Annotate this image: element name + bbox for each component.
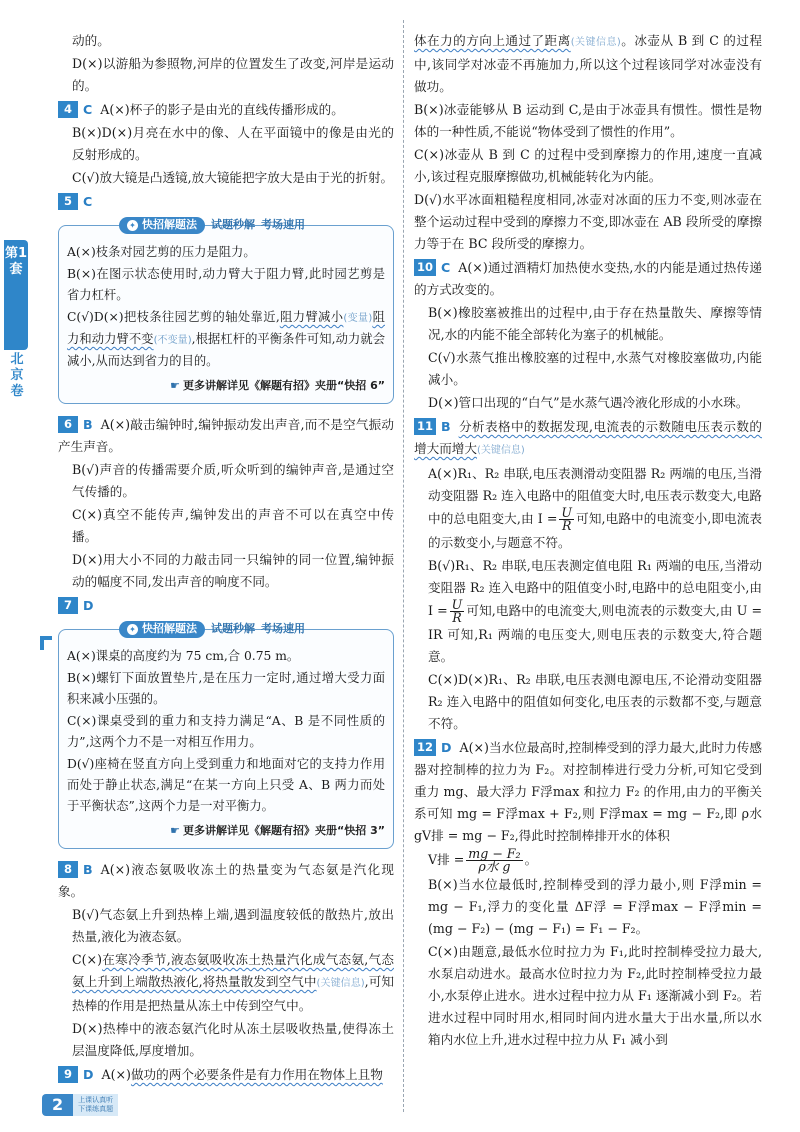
question-11 bbox=[414, 416, 762, 735]
text-line: B(×)当水位最低时,控制棒受到的浮力最小,则 F浮min = mg − F₁,浮力的变化量 ΔF浮 = F浮max − F浮min = (mg − F₂) − (mg − F₁) = F₁ − F₂。 bbox=[428, 877, 762, 936]
key-phrase: 做功的两个必要条件是有力作用在物体上且物 bbox=[130, 1067, 383, 1082]
text-line: C(×)由题意,最低水位时拉力为 F₁,此时控制棒受拉力最大,水泵启动进水。最高水位时拉力为 F₂,此时控制棒受拉力最小,水泵停止进水。进水过程中拉力从 F₁ 逐渐减小到 F₂。若进水过程中同时用水,相同时间内进水量大于出水量,所以水箱内水位上升,进水过程中拉力从 F₁ 减小到 bbox=[428, 944, 762, 1047]
answer-letter: B bbox=[83, 417, 93, 432]
text-line: A(×)枝条对园艺剪的压力是阻力。 bbox=[67, 245, 256, 259]
key-phrase: 体在力的方向上通过了距离 bbox=[414, 33, 571, 48]
text-line: D(×)热棒中的液态氨汽化时从冻土层吸收热量,使得冻土层温度降低,厚度增加。 bbox=[72, 1021, 394, 1058]
text-span: A(×) bbox=[101, 1067, 131, 1082]
answer-letter: B bbox=[83, 862, 93, 877]
fraction-numerator: U bbox=[451, 597, 463, 612]
question-number: 7 bbox=[58, 597, 78, 614]
text-span: A(×)R₁、R₂ 串联,电压表测滑动变阻器 R₂ 两端的电压,当滑动变阻器 R₂ 连入电路中的阻值变大时,电压表示数变大,电路中的总电阻变大,由 I = bbox=[428, 466, 762, 526]
bulb-icon: ✦ bbox=[127, 220, 138, 231]
slogan-line: 上课认真听 bbox=[78, 1096, 114, 1104]
question-6 bbox=[58, 414, 394, 593]
text-line: D(√)座椅在竖直方向上受到重力和地面对它的支持力作用而处于静止状态,满足“在某一方向上只受 A、B 两力而处于平衡状态”,这两个力是一对平衡力。 bbox=[67, 757, 385, 813]
tip-tag: 试题秒解 bbox=[211, 622, 255, 635]
page-number: 2 bbox=[42, 1094, 73, 1116]
answer-letter: D bbox=[441, 740, 452, 755]
fraction-denominator: R bbox=[452, 610, 462, 625]
answer-letter: C bbox=[83, 102, 93, 117]
bulb-icon: ✦ bbox=[127, 624, 138, 635]
right-column bbox=[414, 30, 762, 1052]
text-line: D(×)用大小不同的力敲击同一只编钟的同一位置,编钟振动的幅度不同,发出声音的响度不同。 bbox=[72, 552, 394, 589]
text-line: C(√)放大镜是凸透镜,放大镜能把字放大是由于光的折射。 bbox=[72, 170, 394, 185]
tip-footer bbox=[67, 820, 385, 842]
pointing-hand-icon: ☛ bbox=[170, 379, 181, 392]
question-7 bbox=[58, 595, 394, 849]
tip-tag: 考场速用 bbox=[261, 218, 305, 231]
text-line: C(×)冰壶从 B 到 C 的过程中受到摩擦力的作用,速度一直减小,该过程克服摩擦做功,机械能转化为内能。 bbox=[414, 147, 762, 184]
text-span: A(×)当水位最高时,控制棒受到的浮力最大,此时力传感器对控制棒的拉力为 F₂。对控制棒进行受力分析,可知它受到重力 mg、最大浮力 F浮max 和拉力 F₂ 的作用,由力的平衡关系可知 mg = F浮max + F₂,则 F浮max = mg − F₂,即 ρ水 gV排 = mg − F₂,得此时控制棒排开水的体积 bbox=[414, 740, 762, 843]
answer-letter: C bbox=[83, 194, 93, 209]
text-line: B(×)橡胶塞被推出的过程中,由于存在热量散失、摩擦等情况,水的内能不能全部转化为塞子的机械能。 bbox=[428, 305, 762, 342]
text-span: 可知,电路中的电流变大,则电流表的示数变大,由 U = IR 可知,R₁ 两端的电压变大,则电压表的示数变大,符合题意。 bbox=[428, 603, 763, 664]
tip-tag: 试题秒解 bbox=[211, 218, 255, 231]
text-line: D(×)以游船为参照物,河岸的位置发生了改变,河岸是运动的。 bbox=[72, 56, 394, 93]
question-12 bbox=[414, 737, 762, 1051]
key-phrase: 阻力臂减小 bbox=[279, 310, 344, 324]
text-span: 可知,电路中的电流变小,即电流表的示数变小,与题意不符。 bbox=[428, 511, 762, 550]
text-line: D(×)管口出现的“白气”是水蒸气遇冷液化形成的小水珠。 bbox=[428, 395, 749, 410]
text-line: V排 = $\frac{\text{mg − F₂}}{\text{ρ水 g}}$ 。 bbox=[428, 846, 538, 874]
text-line: D(√)水平冰面粗糙程度相同,冰壶对冰面的压力不变,则冰壶在整个运动过程中受到的摩擦力不变,即冰壶在 AB 段所受的摩擦力等于在 BC 段所受的摩擦力。 bbox=[414, 192, 762, 251]
text-line: C(×)D(×)R₁、R₂ 串联,电压表测电源电压,不论滑动变阻器 R₂ 连入电路中的阻值如何变化,电压表的示数都不变,与题意不符。 bbox=[428, 672, 762, 731]
region-label: 北京卷 bbox=[10, 352, 24, 399]
tip-title: 快招解题法 bbox=[142, 218, 197, 231]
answer-letter: D bbox=[83, 598, 94, 613]
question-4 bbox=[58, 99, 394, 189]
fraction-numerator: mg − F₂ bbox=[468, 846, 521, 861]
question-10 bbox=[414, 257, 762, 414]
text-line bbox=[414, 30, 762, 98]
tip-badge bbox=[119, 621, 205, 638]
text-line bbox=[414, 463, 762, 554]
question-9 bbox=[58, 1064, 394, 1086]
question-number: 10 bbox=[414, 259, 436, 276]
question-number: 6 bbox=[58, 416, 78, 433]
question-number: 8 bbox=[58, 861, 78, 878]
text-line: B(×)在图示状态使用时,动力臂大于阻力臂,此时园艺剪是省力杠杆。 bbox=[67, 267, 385, 302]
text-line: A(×)敲击编钟时,编钟振动发出声音,而不是空气振动产生声音。 bbox=[58, 417, 394, 454]
text-line bbox=[414, 555, 762, 668]
question-number: 4 bbox=[58, 101, 78, 118]
answer-letter: B bbox=[441, 419, 451, 434]
text-line: A(×)通过酒精灯加热使水变热,水的内能是通过热传递的方式改变的。 bbox=[414, 260, 762, 297]
key-phrase: 阻力和动力臂不变 bbox=[67, 310, 385, 346]
footer-text: 更多讲解详见《解题有招》夹册“快招 3” bbox=[183, 824, 385, 837]
text-span: B(√)R₁、R₂ 串联,电压表测定值电阻 R₁ 两端的电压,当滑动变阻器 R₂ 连入电路中的阻值变小时,电路中的总电阻变小,由 I = bbox=[428, 558, 762, 618]
question-8 bbox=[58, 859, 394, 1062]
text-line: 动的。 bbox=[72, 33, 110, 48]
pointing-hand-icon: ☛ bbox=[170, 824, 181, 837]
question-number: 9 bbox=[58, 1066, 78, 1083]
key-phrase: 分析表格中的数据发现,电流表的示数随电压表示数的增大而增大 bbox=[414, 419, 762, 456]
question-number: 5 bbox=[58, 193, 78, 210]
key-note: (关键信息) bbox=[570, 37, 621, 48]
tip-title: 快招解题法 bbox=[142, 622, 197, 635]
key-note: (关键信息) bbox=[476, 445, 525, 456]
text-span: 。冰壶从 B 到 C 的过程中,该同学对冰壶不再施加力,所以这个过程该同学对冰壶没有做功。 bbox=[414, 33, 763, 94]
key-note: (不变量) bbox=[153, 335, 192, 346]
text-line: B(×)D(×)月亮在水中的像、人在平面镜中的像是由光的反射形成的。 bbox=[72, 125, 394, 162]
fraction-denominator: R bbox=[561, 518, 572, 533]
answer-letter: D bbox=[83, 1067, 94, 1082]
text-line: B(√)气态氨上升到热棒上端,遇到温度较低的散热片,放出热量,液化为液态氨。 bbox=[72, 907, 394, 944]
text-line: A(×)液态氨吸收冻土的热量变为气态氨是汽化现象。 bbox=[58, 862, 394, 899]
text-line: C(√)水蒸气推出橡胶塞的过程中,水蒸气对橡胶塞做功,内能减小。 bbox=[428, 350, 762, 387]
text-span: V排 = bbox=[428, 852, 465, 867]
fraction bbox=[466, 848, 522, 873]
text-line: B(×)冰壶能够从 B 运动到 C,是由于冰壶具有惯性。惯性是物体的一种性质,不能说“物体受到了惯性的作用”。 bbox=[414, 102, 762, 139]
key-phrase: 在寒冷季节,液态氨吸收冻土热量汽化成气态氨,气态氨上升到上端散热液化,将热量散发到空气中 bbox=[72, 952, 394, 989]
set-side-tab bbox=[4, 240, 28, 350]
text-span: C(√)D(×)把枝条往园艺剪的轴处靠近, bbox=[67, 310, 280, 324]
tip-footer bbox=[67, 375, 385, 397]
text-line: B(√)声音的传播需要介质,听众听到的编钟声音,是通过空气传播的。 bbox=[72, 462, 394, 499]
text-line: A(×)课桌的高度约为 75 cm,合 0.75 m。 bbox=[67, 649, 300, 663]
answer-letter: C bbox=[441, 260, 451, 275]
left-column bbox=[58, 30, 394, 1087]
tip-tag: 考场速用 bbox=[261, 622, 305, 635]
corner-marker bbox=[40, 636, 52, 650]
text-line bbox=[58, 949, 394, 1017]
text-line: C(×)课桌受到的重力和支持力满足“A、B 是不同性质的力”,这两个力不是一对相互作用力。 bbox=[67, 714, 385, 749]
tip-box bbox=[58, 218, 394, 404]
question-number: 12 bbox=[414, 739, 436, 756]
column-divider bbox=[403, 20, 404, 1112]
key-note: (变量) bbox=[343, 313, 373, 324]
page-footer bbox=[42, 1094, 118, 1116]
text-line: B(×)螺钉下面放置垫片,是在压力一定时,通过增大受力面积来减小压强的。 bbox=[67, 671, 385, 706]
fraction-denominator: ρ水 g bbox=[478, 859, 511, 874]
fraction-numerator: U bbox=[561, 505, 573, 520]
tip-box-header bbox=[119, 620, 385, 638]
fraction bbox=[559, 507, 574, 532]
text-span: ,根据杠杆的平衡条件可知,动力就会减小,从而达到省力的目的。 bbox=[67, 332, 385, 368]
tip-badge bbox=[119, 217, 205, 234]
question-5 bbox=[58, 191, 394, 404]
footer-slogan bbox=[73, 1094, 118, 1116]
text-line: C(×)真空不能传声,编钟发出的声音不可以在真空中传播。 bbox=[72, 507, 394, 544]
slogan-line: 下课练真题 bbox=[78, 1105, 114, 1113]
question-number: 11 bbox=[414, 418, 436, 435]
footer-text: 更多讲解详见《解题有招》夹册“快招 6” bbox=[183, 379, 385, 392]
key-note: (关键信息) bbox=[316, 978, 365, 989]
set-label: 第1套 bbox=[4, 246, 28, 277]
text-span: C(×) bbox=[72, 952, 103, 967]
fraction bbox=[450, 599, 465, 624]
text-line: A(×)杯子的影子是由光的直线传播形成的。 bbox=[100, 102, 344, 117]
tip-box bbox=[58, 622, 394, 849]
text-span: ,可知热棒的作用是把热量从冻土中传到空气中。 bbox=[72, 974, 394, 1013]
tip-box-header bbox=[119, 216, 385, 234]
text-line bbox=[67, 307, 385, 372]
